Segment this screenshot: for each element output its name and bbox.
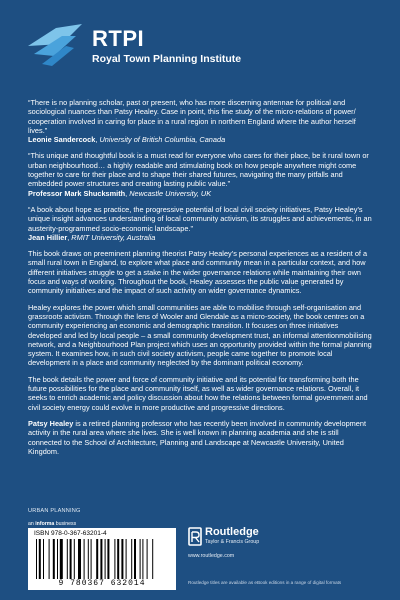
endorsement-quote xyxy=(28,98,374,144)
endorsement-quote xyxy=(28,205,374,242)
subject-label: URBAN PLANNING xyxy=(28,508,81,514)
author-name: Patsy Healey xyxy=(28,418,74,428)
author-bio-text: is a retired planning professor who has recently been involved in community development activity in the rural area where she lives. She is well known in planning academia and she is still connected to the School of Architecture, Planning and Landscape at Newcastle University, United Kingdom. xyxy=(28,418,367,456)
quote-affiliation: University of British Columbia, Canada xyxy=(99,135,226,145)
routledge-logo-icon xyxy=(188,527,202,547)
quote-attribution: Jean Hillier, RMIT University, Australia xyxy=(28,232,156,242)
quote-text: “This unique and thoughtful book is a must read for everyone who cares for their place, be it rural town or urban neighbourhood… a highly readable and stimulating book on how people anywhere might come together to care for their place and to shape their shared futures, navigating the many pitfalls and embedded power structures and creating lasting public value.” xyxy=(28,151,369,189)
author-bio xyxy=(28,419,374,456)
description-paragraph: Healey explores the power which small communities are able to mobilise through self-organisation and grassroots activism. Through the lens of Wooler and Glendale as a micro-society, the book centres on a community experiencing an economic and demographic transition. It focuses on three initiatives developed and led by local people – a small community development trust, an informal attentionmobilising network, and a Neighbourhood Plan project which uses an opportunity provided within the formal planning system. It examines how, in such civil society activism, people came together to promote local development in a place and community neglected by the dominant political economy. xyxy=(28,302,372,368)
publisher-group: Taylor & Francis Group xyxy=(205,539,260,545)
description-paragraph: The book details the power and force of community initiative and its potential for transforming both the future possibilities for the place and community itself, as well as wider governance relations. Overall, it seeks to enrich academic and policy discussion about how the relations between formal government and civil society energy could evolve in more productive and progressive directions. xyxy=(28,374,368,412)
org-name: Royal Town Planning Institute xyxy=(92,53,242,65)
quote-text: “A book about hope as practice, the progressive potential of local civil society initiatives, Patsy Healey’s unique insight advances understanding of local community activism, its struggles and achievements, in an austerity-programmed socio-economic landscape.” xyxy=(28,204,372,233)
quote-author: Professor Mark Shucksmith xyxy=(28,188,126,198)
header xyxy=(0,0,400,92)
description-paragraph: This book draws on preeminent planning theorist Patsy Healey’s personal experiences as a resident of a small rural town in England, to explore what place and community mean in a particular context, and how different initiatives struggle to get a stake in the wider governance relations while maintaining their own focus and ways of working. Throughout the book, Healey assesses the public value generated by community initiatives and the impact of such activity on wider governance dynamics. xyxy=(28,249,368,296)
quote-affiliation: RMIT University, Australia xyxy=(71,232,156,242)
informa-brand: informa xyxy=(35,521,55,527)
publisher-name: Routledge xyxy=(205,526,259,538)
quote-text: “There is no planning scholar, past or present, who has more discerning antennae for political and sociological nuances than Patsy Healey. Case in point, this fine study of the micro-relations of power/ cooperation involved in caring for place in a rural region in northern England where the author herself lives.” xyxy=(28,98,356,135)
barcode-digits: 9 780367 632014 xyxy=(58,579,146,588)
org-abbrev: RTPI xyxy=(92,26,145,51)
endorsement-quote xyxy=(28,151,374,197)
informa-suffix: business xyxy=(55,521,77,527)
back-cover-text xyxy=(28,98,374,463)
quote-author: Leonie Sandercock xyxy=(28,135,96,145)
publisher-url[interactable]: www.routledge.com xyxy=(188,553,235,559)
quote-affiliation: Newcastle University, UK xyxy=(129,188,212,198)
barcode xyxy=(28,528,176,590)
informa-prefix: an xyxy=(28,521,34,527)
quote-attribution: Leonie Sandercock, University of British Columbia, Canada xyxy=(28,135,226,145)
quote-author: Jean Hillier xyxy=(28,232,68,242)
rtpi-logo-icon xyxy=(26,22,84,70)
ebook-note: Routledge titles are available as eBook editions in a range of digital formats xyxy=(188,580,342,585)
barcode-bars xyxy=(36,539,170,579)
quote-attribution: Professor Mark Shucksmith, Newcastle University, UK xyxy=(28,188,212,198)
isbn-label: ISBN 978-0-367-63201-4 xyxy=(34,530,107,537)
informa-tag xyxy=(28,521,76,527)
